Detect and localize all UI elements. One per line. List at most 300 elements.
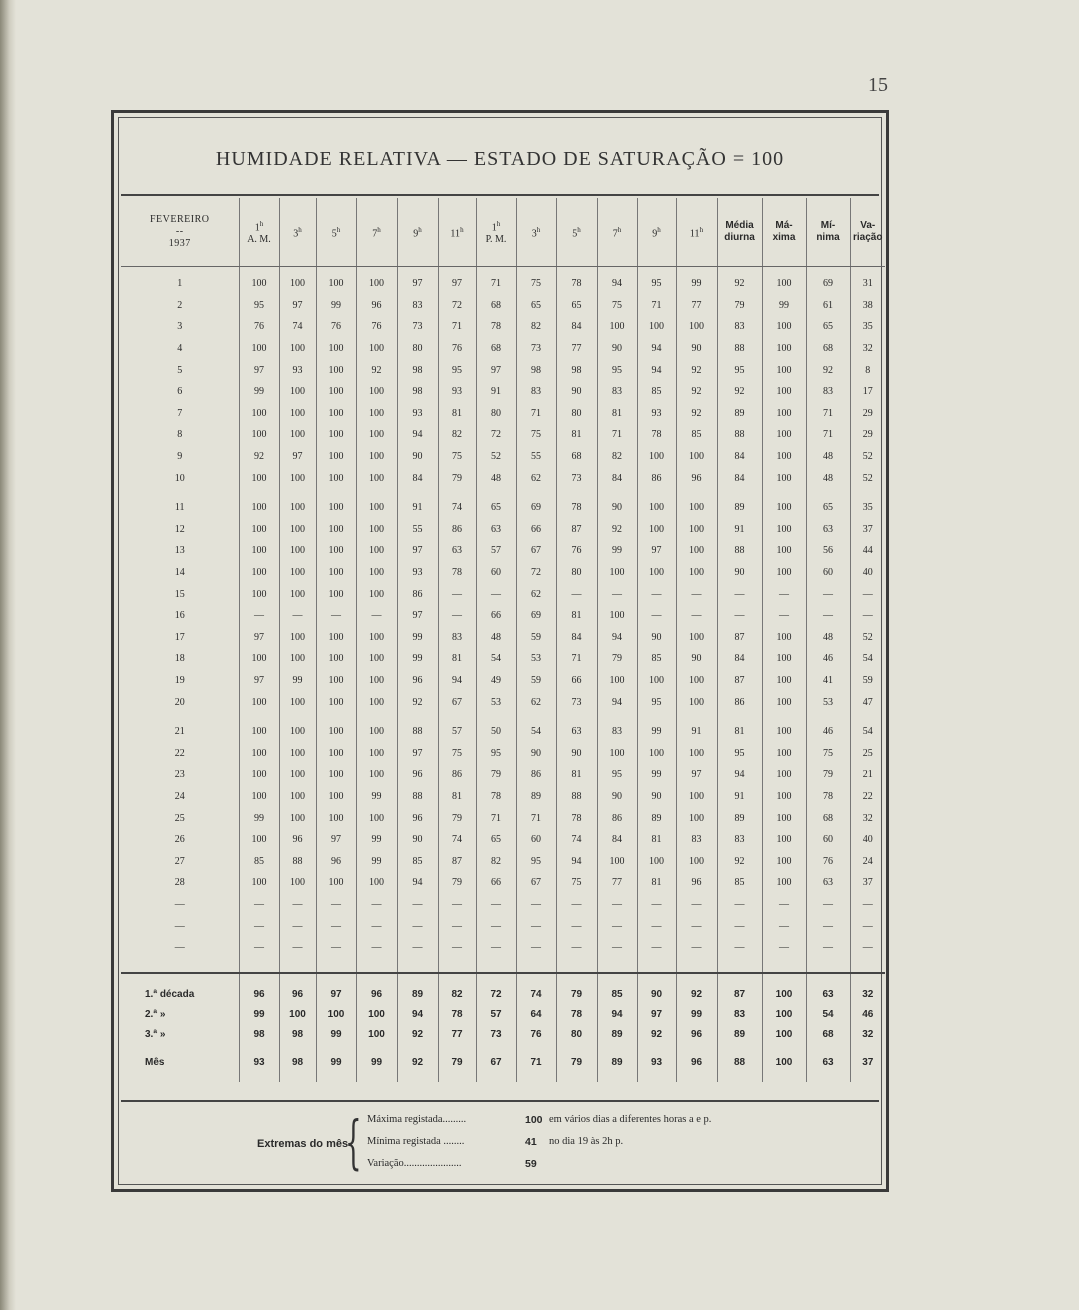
table-cell: 100 [316,670,356,692]
table-cell: 87 [556,519,597,541]
table-cell: 40 [850,829,885,851]
table-cell: 100 [239,497,279,519]
table-cell: — [762,605,806,627]
table-cell: 81 [637,829,676,851]
table-cell: 94 [597,1004,637,1024]
table-cell: 69 [516,497,556,519]
table-cell: 100 [762,691,806,713]
table-cell: 100 [676,691,717,713]
table-cell: 100 [356,1024,397,1044]
table-cell: 82 [476,850,516,872]
table-cell: 90 [637,627,676,649]
table-cell: — [438,583,476,605]
table-cell: 78 [806,786,850,808]
table-cell: 76 [438,338,476,360]
table-cell: 100 [762,786,806,808]
table-cell: 96 [397,764,438,786]
table-cell: 100 [762,467,806,489]
table-cell: 78 [438,1004,476,1024]
table-cell: — [239,605,279,627]
month-header [121,198,239,267]
table-cell: 78 [556,497,597,519]
table-cell: 73 [476,1024,516,1044]
table-cell: — [637,915,676,937]
table-cell: 99 [356,786,397,808]
table-cell: 88 [397,786,438,808]
page-title: HUMIDADE RELATIVA — ESTADO DE SATURAÇÃO = 100 [215,148,785,170]
table-cell: 100 [762,984,806,1004]
table-cell: 77 [556,338,597,360]
row-label: 23 [174,769,185,781]
table-cell: — [762,583,806,605]
row-label: 5 [177,364,183,376]
hour-header: 1$^h$ P. M. [476,198,516,267]
table-cell: 100 [597,850,637,872]
table-cell: 71 [476,807,516,829]
table-cell: 100 [356,540,397,562]
table-cell: — [637,937,676,959]
table-cell: 90 [637,786,676,808]
table-cell: 91 [717,519,762,541]
table-cell: — [356,937,397,959]
month-name: FEVEREIRO [150,214,210,225]
table-cell: 100 [356,273,397,295]
table-cell: 94 [597,273,637,295]
table-cell: 69 [806,273,850,295]
table-cell: 71 [516,1052,556,1072]
table-cell: 94 [438,670,476,692]
table-cell: 84 [597,829,637,851]
table-cell: 31 [850,273,885,295]
table-cell: 87 [717,627,762,649]
table-cell: 88 [717,1052,762,1072]
table-cell: 100 [762,424,806,446]
table-cell: — [717,894,762,916]
table-cell: 59 [516,627,556,649]
table-cell: 98 [239,1024,279,1044]
table-cell: — [597,583,637,605]
table-cell: 82 [597,446,637,468]
table-cell: — [397,937,438,959]
table-cell: 100 [239,691,279,713]
table-cell: — [676,937,717,959]
table-cell: 62 [516,583,556,605]
table-cell: 38 [850,295,885,317]
table-cell: 32 [850,807,885,829]
table-cell: 48 [476,627,516,649]
media-diurna-header: Média diurna [717,198,762,267]
table-cell: 85 [637,648,676,670]
table-cell: — [597,915,637,937]
table-cell: 92 [356,359,397,381]
table-cell: 93 [637,1052,676,1072]
table-cell: 100 [356,648,397,670]
table-cell: 100 [279,648,316,670]
hour-header: 7$^h$ [356,198,397,267]
table-cell: 100 [239,338,279,360]
table-cell: 100 [239,540,279,562]
table-cell: 100 [279,497,316,519]
table-cell: 66 [476,872,516,894]
table-cell: 88 [556,786,597,808]
table-cell: 97 [397,540,438,562]
table-cell: 84 [717,648,762,670]
table-cell: 75 [438,742,476,764]
table-cell: — [556,937,597,959]
table-row [121,807,885,829]
table-cell: 78 [556,273,597,295]
table-cell: 91 [397,497,438,519]
extremas-divider [121,1100,879,1102]
table-cell: 100 [762,338,806,360]
table-cell: 100 [279,273,316,295]
table-cell: 40 [850,562,885,584]
table-cell: — [316,894,356,916]
table-cell: 46 [850,1004,885,1024]
table-cell: 100 [762,1004,806,1024]
table-cell: 92 [397,691,438,713]
table-cell: 94 [397,424,438,446]
table-cell: 89 [597,1052,637,1072]
table-cell: 95 [717,359,762,381]
table-cell: 37 [850,872,885,894]
table-cell: 97 [676,764,717,786]
table-cell: 99 [397,648,438,670]
table-cell: 72 [476,984,516,1004]
table-cell: 100 [356,721,397,743]
table-cell: 100 [316,359,356,381]
table-cell: 82 [516,316,556,338]
table-cell: 100 [356,627,397,649]
table-cell: 99 [316,295,356,317]
table-cell: 52 [476,446,516,468]
table-cell: 71 [516,403,556,425]
table-cell: — [806,605,850,627]
table-cell: 100 [316,403,356,425]
table-cell: 100 [762,627,806,649]
table-row [121,519,885,541]
table-cell: 100 [316,446,356,468]
table-cell: 97 [239,359,279,381]
table-cell: 100 [279,519,316,541]
table-cell: — [806,583,850,605]
minima-header: Mí- nima [806,198,850,267]
table-cell: 85 [397,850,438,872]
brace-glyph: { [345,1108,362,1176]
table-cell: 80 [556,1024,597,1044]
table-cell: 88 [717,338,762,360]
table-cell: 71 [806,424,850,446]
table-cell: 100 [356,872,397,894]
table-cell: 100 [356,519,397,541]
table-cell: 83 [717,829,762,851]
table-cell: — [806,915,850,937]
table-cell: 22 [850,786,885,808]
table-cell: — [356,605,397,627]
table-cell: 78 [637,424,676,446]
table-cell: 90 [397,829,438,851]
table-cell: 68 [476,338,516,360]
table-cell: 91 [476,381,516,403]
table-cell: — [239,915,279,937]
table-cell: 100 [316,764,356,786]
table-cell: 59 [516,670,556,692]
table-cell: 97 [279,295,316,317]
row-label: 1.ª década [145,988,195,1000]
table-cell: 71 [438,316,476,338]
table-cell: — [516,937,556,959]
table-cell: 100 [279,742,316,764]
table-cell: 96 [676,1052,717,1072]
table-cell: 100 [316,742,356,764]
table-cell: 100 [356,1004,397,1024]
table-cell: 100 [762,562,806,584]
table-cell: 100 [356,583,397,605]
table-cell: — [717,605,762,627]
table-cell: 71 [476,273,516,295]
table-cell: 96 [397,807,438,829]
table-cell: 97 [637,540,676,562]
table-cell: 97 [316,829,356,851]
table-row [121,764,885,786]
table-cell: 76 [556,540,597,562]
table-cell: 100 [676,446,717,468]
table-cell: 95 [516,850,556,872]
header-row [121,198,885,267]
table-row [121,786,885,808]
table-cell: 63 [556,721,597,743]
table-cell: — [637,894,676,916]
table-cell: 95 [717,742,762,764]
table-cell: 81 [556,424,597,446]
table-cell: 100 [316,424,356,446]
table-row [121,691,885,713]
table-cell: 72 [516,562,556,584]
table-cell: 32 [850,1024,885,1044]
table-cell: — [556,894,597,916]
table-cell: 35 [850,497,885,519]
table-cell: 90 [676,648,717,670]
table-cell: 100 [597,562,637,584]
table-cell: 99 [239,381,279,403]
table-cell: 76 [516,1024,556,1044]
hour-header: 7$^h$ [597,198,637,267]
table-cell: 100 [762,742,806,764]
table-cell: 53 [806,691,850,713]
table-cell: 79 [438,467,476,489]
table-cell: 100 [316,381,356,403]
table-cell: 68 [476,295,516,317]
table-cell: 100 [676,742,717,764]
table-cell: 96 [279,984,316,1004]
table-cell: — [316,937,356,959]
table-cell: 99 [356,1052,397,1072]
table-cell: 77 [676,295,717,317]
table-cell: 92 [676,984,717,1004]
month-dash: -- [175,226,184,237]
row-label: 6 [177,386,183,398]
hour-header: 11$^h$ [438,198,476,267]
decade-summary-row [121,984,885,1004]
table-cell: 100 [239,829,279,851]
table-cell: 100 [676,316,717,338]
table-cell: 71 [806,403,850,425]
table-cell: 100 [239,424,279,446]
table-row [121,403,885,425]
table-cell: 100 [597,605,637,627]
table-cell: 93 [239,1052,279,1072]
table-cell: 76 [316,316,356,338]
row-label: 4 [177,343,183,355]
table-cell: 87 [438,850,476,872]
table-cell: 88 [717,540,762,562]
table-cell: 21 [850,764,885,786]
table-cell: 57 [438,721,476,743]
table-cell: 94 [637,359,676,381]
table-cell: 100 [762,648,806,670]
table-cell: 100 [676,670,717,692]
table-row [121,424,885,446]
table-cell: 100 [356,497,397,519]
table-cell: 55 [516,446,556,468]
table-cell: 79 [556,984,597,1004]
table-cell: — [438,937,476,959]
table-cell: — [279,937,316,959]
table-cell: 100 [676,562,717,584]
table-cell: 86 [438,519,476,541]
table-cell: — [279,894,316,916]
table-cell: — [850,583,885,605]
table-cell: 29 [850,424,885,446]
table-cell: 73 [556,691,597,713]
table-cell: — [850,894,885,916]
table-cell: 68 [806,807,850,829]
table-cell: 90 [597,786,637,808]
table-cell: 65 [476,497,516,519]
table-cell: 54 [850,721,885,743]
row-label: 12 [174,523,185,535]
table-cell: 35 [850,316,885,338]
table-cell: 99 [762,295,806,317]
table-cell: 97 [438,273,476,295]
table-cell: 72 [476,424,516,446]
table-cell: 93 [279,359,316,381]
table-cell: 89 [597,1024,637,1044]
table-cell: 29 [850,403,885,425]
table-cell: 79 [438,872,476,894]
humidity-table [121,198,885,1082]
table-cell: 89 [717,807,762,829]
table-cell: 88 [279,850,316,872]
table-cell: 100 [239,872,279,894]
table-cell: 67 [438,691,476,713]
table-cell: — [397,894,438,916]
table-cell: 74 [516,984,556,1004]
table-cell: 95 [637,273,676,295]
table-cell: 100 [762,764,806,786]
table-cell: 100 [316,540,356,562]
table-cell: 83 [717,1004,762,1024]
table-cell: 63 [806,1052,850,1072]
table-cell: — [356,915,397,937]
table-cell: 100 [762,446,806,468]
table-cell: — [279,605,316,627]
table-cell: 83 [397,295,438,317]
table-cell: 100 [762,850,806,872]
page-spine-shadow [0,0,16,1310]
row-label: 25 [174,812,185,824]
table-cell: 60 [476,562,516,584]
table-cell: — [476,894,516,916]
table-row [121,872,885,894]
table-cell: 74 [438,497,476,519]
table-cell: 81 [717,721,762,743]
table-cell: 100 [316,721,356,743]
table-cell: 71 [597,424,637,446]
table-cell: 100 [356,446,397,468]
table-cell: 100 [316,338,356,360]
table-cell: 78 [556,807,597,829]
table-cell: 100 [356,691,397,713]
table-cell: 72 [438,295,476,317]
row-label: 21 [174,726,185,738]
hour-header: 3$^h$ [516,198,556,267]
table-cell: 94 [637,338,676,360]
table-cell: 73 [397,316,438,338]
table-cell: 92 [717,850,762,872]
table-cell: 92 [806,359,850,381]
table-cell: 100 [356,381,397,403]
table-cell: — [239,894,279,916]
table-cell: 48 [806,467,850,489]
table-cell: 56 [806,540,850,562]
table-cell: 75 [556,872,597,894]
table-cell: 97 [316,984,356,1004]
table-cell: 79 [438,1052,476,1072]
table-row [121,467,885,489]
table-cell: 98 [556,359,597,381]
table-cell: 48 [806,627,850,649]
table-cell: — [516,894,556,916]
hour-header: 5$^h$ [316,198,356,267]
table-cell: 100 [637,670,676,692]
table-cell: 100 [279,424,316,446]
table-cell: 90 [516,742,556,764]
table-cell: 90 [597,338,637,360]
hour-header: 3$^h$ [279,198,316,267]
table-cell: 62 [516,691,556,713]
table-cell: — [438,915,476,937]
table-cell: — [850,937,885,959]
table-cell: 90 [397,446,438,468]
hour-header: 9$^h$ [637,198,676,267]
table-cell: 93 [438,381,476,403]
table-cell: 100 [316,519,356,541]
table-cell: 100 [637,742,676,764]
table-cell: 77 [597,872,637,894]
table-cell: 100 [637,446,676,468]
table-cell: — [637,583,676,605]
table-row [121,540,885,562]
table-cell: 100 [637,850,676,872]
table-cell: 100 [279,338,316,360]
year: 1937 [168,238,191,249]
table-cell: 89 [717,497,762,519]
table-frame-inner [118,117,882,1185]
table-cell: — [316,915,356,937]
table-cell: 75 [597,295,637,317]
hour-header: 5$^h$ [556,198,597,267]
